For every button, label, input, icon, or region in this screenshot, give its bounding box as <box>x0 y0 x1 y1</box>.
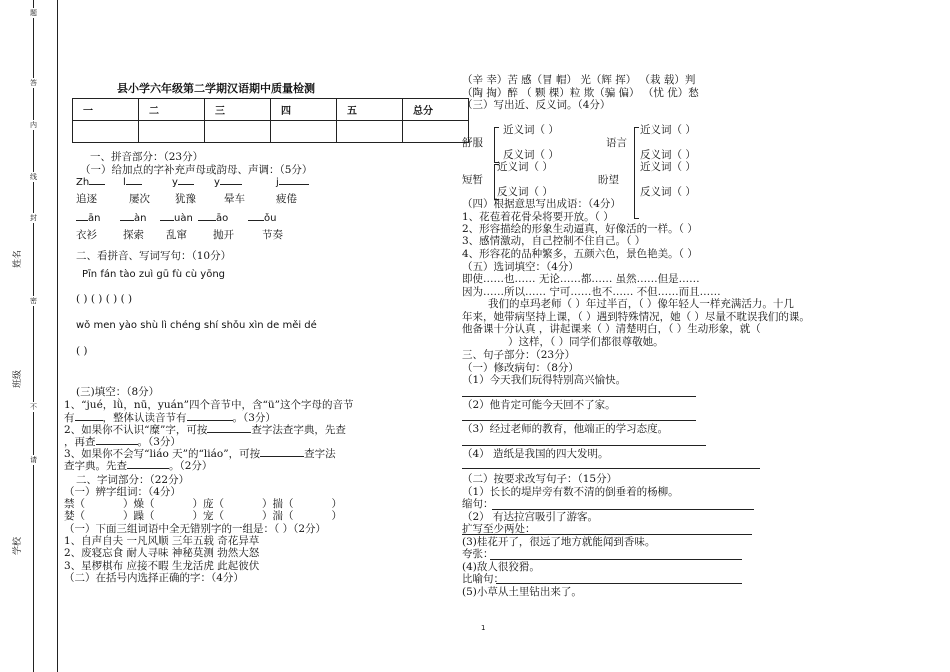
answer-line[interactable] <box>462 396 696 397</box>
question-text: 1、“jué，lǜ，nū，yuán”四个音节中，含“ü”这个字母的音节 <box>64 399 354 411</box>
idiom-question[interactable]: 4、形容花的品种繁多，五颜六色，景色艳美。（ ） <box>462 248 698 260</box>
answer-blank[interactable] <box>96 444 138 445</box>
fill-blank[interactable]: āo <box>198 213 228 225</box>
word-pair-row: 婪（ ）躁（ ）宠（ ）湍（ ） <box>64 510 342 522</box>
brace-icon <box>494 127 499 163</box>
word: 衣衫 <box>76 229 97 241</box>
antonym-blank[interactable]: 反义词（ ） <box>497 186 553 198</box>
synonym-blank[interactable]: 近义词（ ） <box>640 124 696 136</box>
question-text: 查字典。先查 。（2分） <box>64 460 213 472</box>
word: 抛开 <box>213 229 234 241</box>
fill-blank[interactable]: ǒu <box>248 213 276 225</box>
dashed-seal-line <box>33 0 34 672</box>
word: 追逐 <box>76 193 97 205</box>
word: 疲倦 <box>276 193 297 205</box>
score-col-header: 一 <box>73 99 139 121</box>
score-cell[interactable] <box>337 121 403 143</box>
rewrite-label: 扩写至少两处： <box>462 523 536 535</box>
option-row: 3、星椤棋布 应接不暇 生龙活虎 此起彼伏 <box>64 560 260 572</box>
section-heading: 三、句子部分：（23分） <box>462 349 576 361</box>
seal-char: 不 <box>30 403 37 411</box>
brace-icon <box>634 127 639 219</box>
synonym-word: 盼望 <box>598 174 619 186</box>
idiom-question[interactable]: 3、感情激动，自己控制不住自己。（ ） <box>462 235 646 247</box>
score-table <box>72 98 469 143</box>
score-col-header: 三 <box>205 99 271 121</box>
answer-line[interactable] <box>462 420 696 421</box>
school-label: 学校 <box>13 536 23 555</box>
score-cell[interactable] <box>139 121 205 143</box>
question-text: ，再查 。（3分） <box>64 436 181 448</box>
answer-parens[interactable]: ( ) ( ) ( ) ( ) <box>76 293 133 305</box>
fill-blank[interactable]: ān <box>76 213 100 225</box>
answer-blank[interactable] <box>127 468 169 469</box>
question-heading: （一）给加点的字补充声母或韵母、声调：（5分） <box>80 164 313 176</box>
idiom-question[interactable]: 2、形容描绘的形象生动逼真，好像活的一样。（ ） <box>462 223 698 235</box>
score-cell[interactable] <box>403 121 469 143</box>
sentence-item: （1）长长的堤岸旁有数不清的倒垂着的杨柳。 <box>462 486 679 498</box>
sentence-item: (4)敌人很狡猾。 <box>462 561 540 573</box>
seal-char: 请 <box>30 456 37 464</box>
fill-blank[interactable]: Zh <box>76 177 105 189</box>
rewrite-label: 缩句： <box>462 498 494 510</box>
question-heading: （一）修改病句：（8分） <box>462 362 579 374</box>
sentence-item: （4） 造纸是我国的四大发明。 <box>462 448 609 460</box>
fill-blank[interactable]: uàn <box>160 213 193 225</box>
sentence-item: (3)桂花开了，很远了地方就能闻到香味。 <box>462 536 656 548</box>
pinyin-line: Pīn fán tào zuì gū fù cù yōng <box>82 269 226 280</box>
option-row: 1、自声自夫 一凡风顺 三年五载 奇花异草 <box>64 535 260 547</box>
passage-line[interactable]: ）这样，（ ）同学们都很尊敬她。 <box>508 336 664 348</box>
choice-row: （辛 幸）苦 感（冒 帽） 光（辉 挥） （栽 载）判 <box>462 74 696 86</box>
score-col-header: 总分 <box>403 99 469 121</box>
seal-char: 封 <box>30 214 37 222</box>
antonym-blank[interactable]: 反义词（ ） <box>640 149 696 161</box>
synonym-blank[interactable]: 近义词（ ） <box>503 124 559 136</box>
page-title: 县小学六年级第二学期汉语期中质量检测 <box>117 82 315 95</box>
word: 屡次 <box>129 193 150 205</box>
fill-blank[interactable]: j <box>276 177 309 189</box>
passage-line[interactable]: 我们的卓玛老师（ ）年过半百，（ ）像年轻人一样充满活力。十几 <box>488 298 794 310</box>
sentence-item: （1）今天我们玩得特别高兴愉快。 <box>462 374 627 386</box>
page-number: 1 <box>481 624 486 632</box>
question-text: 2、如果你不认识“糜”字，可按 查字法查字典，先查 <box>64 424 346 436</box>
synonym-word: 舒服 <box>462 137 483 149</box>
word: 乱窜 <box>166 229 187 241</box>
word-pair-row: 禁（ ）燥（ ）庞（ ）揣（ ） <box>64 498 342 510</box>
fill-blank[interactable]: y <box>172 177 194 189</box>
question-heading: （二）在括号内选择正确的字：（4分） <box>64 572 244 584</box>
score-cell[interactable] <box>205 121 271 143</box>
margin-border-line <box>57 0 58 672</box>
choice-row: （陶 掏）醉 （ 颗 棵）粒 欺（骗 偏） （忧 优）愁 <box>462 87 699 99</box>
option-row: 2、废寝忘食 耐人寻味 神秘莫测 勃然大怒 <box>64 547 260 559</box>
conjunction-options: 即使……也…… 无论……都…… 虽然……但是…… <box>462 273 700 285</box>
class-label: 班级 <box>13 369 23 388</box>
conjunction-options: 因为……所以…… 宁可……也不…… 不但……而且…… <box>462 286 721 298</box>
score-col-header: 四 <box>271 99 337 121</box>
name-label: 姓名 <box>13 249 23 268</box>
pinyin-line: wǒ men yào shù lì chéng shí shǒu xìn de měi dé <box>76 320 317 331</box>
answer-blank[interactable] <box>260 456 304 457</box>
fill-blank[interactable]: l <box>123 177 142 189</box>
answer-blank[interactable] <box>187 420 233 421</box>
sentence-item: (5)小草从土里钻出来了。 <box>462 586 582 598</box>
word: 晕车 <box>224 193 245 205</box>
score-cell[interactable] <box>271 121 337 143</box>
idiom-question[interactable]: 1、花苞着花骨朵将要开放。（ ） <box>462 211 614 223</box>
synonym-word: 语言 <box>606 137 627 149</box>
answer-line[interactable] <box>462 445 706 446</box>
seal-char: 答 <box>30 79 37 87</box>
answer-line[interactable] <box>462 468 760 469</box>
passage-line[interactable]: 年来，她带病坚持上课，（ ）遇到特殊情况，她（ ）尽量不耽误我们的课。 <box>462 311 810 323</box>
passage-line[interactable]: 他备课十分认真 ，讲起课来（ ）清楚明白，（ ）生动形象，就（ <box>462 323 761 335</box>
antonym-blank[interactable]: 反义词（ ） <box>503 149 559 161</box>
word: 犹豫 <box>175 193 196 205</box>
answer-parens[interactable]: ( ) <box>76 345 88 357</box>
question-text: 有 ，整体认读音节有 。（3分） <box>64 412 276 424</box>
synonym-blank[interactable]: 近义词（ ） <box>497 161 553 173</box>
answer-blank[interactable] <box>207 432 251 433</box>
question-heading: （二）按要求改写句子：（15分） <box>462 473 618 485</box>
synonym-word: 短暂 <box>462 174 483 186</box>
synonym-blank[interactable]: 近义词（ ） <box>640 161 696 173</box>
score-col-header: 五 <box>337 99 403 121</box>
answer-line[interactable] <box>490 559 742 560</box>
answer-line[interactable] <box>492 509 754 510</box>
binding-margin <box>0 0 58 672</box>
score-col-header: 二 <box>139 99 205 121</box>
question-heading: （三）写出近、反义词。（4分） <box>462 99 611 111</box>
rewrite-label: 夸张： <box>462 548 494 560</box>
answer-line[interactable] <box>462 534 752 535</box>
section-heading: 二、字词部分：（22分） <box>76 474 190 486</box>
rewrite-label: 比喻句： <box>462 573 504 585</box>
sentence-item: （3）经过老师的教育，他端正的学习态度。 <box>462 423 669 435</box>
question-heading: （一）下面三组词语中全无错别字的一组是：（ ）（2分） <box>64 523 327 535</box>
word: 节奏 <box>262 229 283 241</box>
antonym-blank[interactable]: 反义词（ ） <box>640 186 696 198</box>
fill-blank[interactable]: y <box>214 177 242 189</box>
seal-char: 内 <box>30 121 37 129</box>
question-heading: （四）根据意思写出成语：（4分） <box>462 198 621 210</box>
answer-line[interactable] <box>496 583 742 584</box>
fill-blank[interactable]: àn <box>120 213 146 225</box>
seal-char: 题 <box>30 9 37 17</box>
word: 探索 <box>123 229 144 241</box>
sentence-item: （2） 有达拉宫吸引了游客。 <box>462 511 599 523</box>
question-heading: 二、看拼音、写词写句：（10分） <box>76 250 232 262</box>
question-text: 3、如果你不会写“liáo 天”的“liáo”，可按 查字法 <box>64 448 336 460</box>
sentence-item: （2）他肯定可能今天回不了家。 <box>462 399 616 411</box>
answer-blank[interactable] <box>75 420 103 421</box>
seal-char: 密 <box>30 297 37 305</box>
question-heading: （一）辨字组词：（4分） <box>64 486 181 498</box>
question-heading: （五）选词填空：（4分） <box>462 261 579 273</box>
seal-char: 线 <box>30 173 37 181</box>
score-cell[interactable] <box>73 121 139 143</box>
section-heading: 一、拼音部分：（23分） <box>90 151 204 163</box>
question-heading: (三)填空：（8分） <box>76 386 160 398</box>
